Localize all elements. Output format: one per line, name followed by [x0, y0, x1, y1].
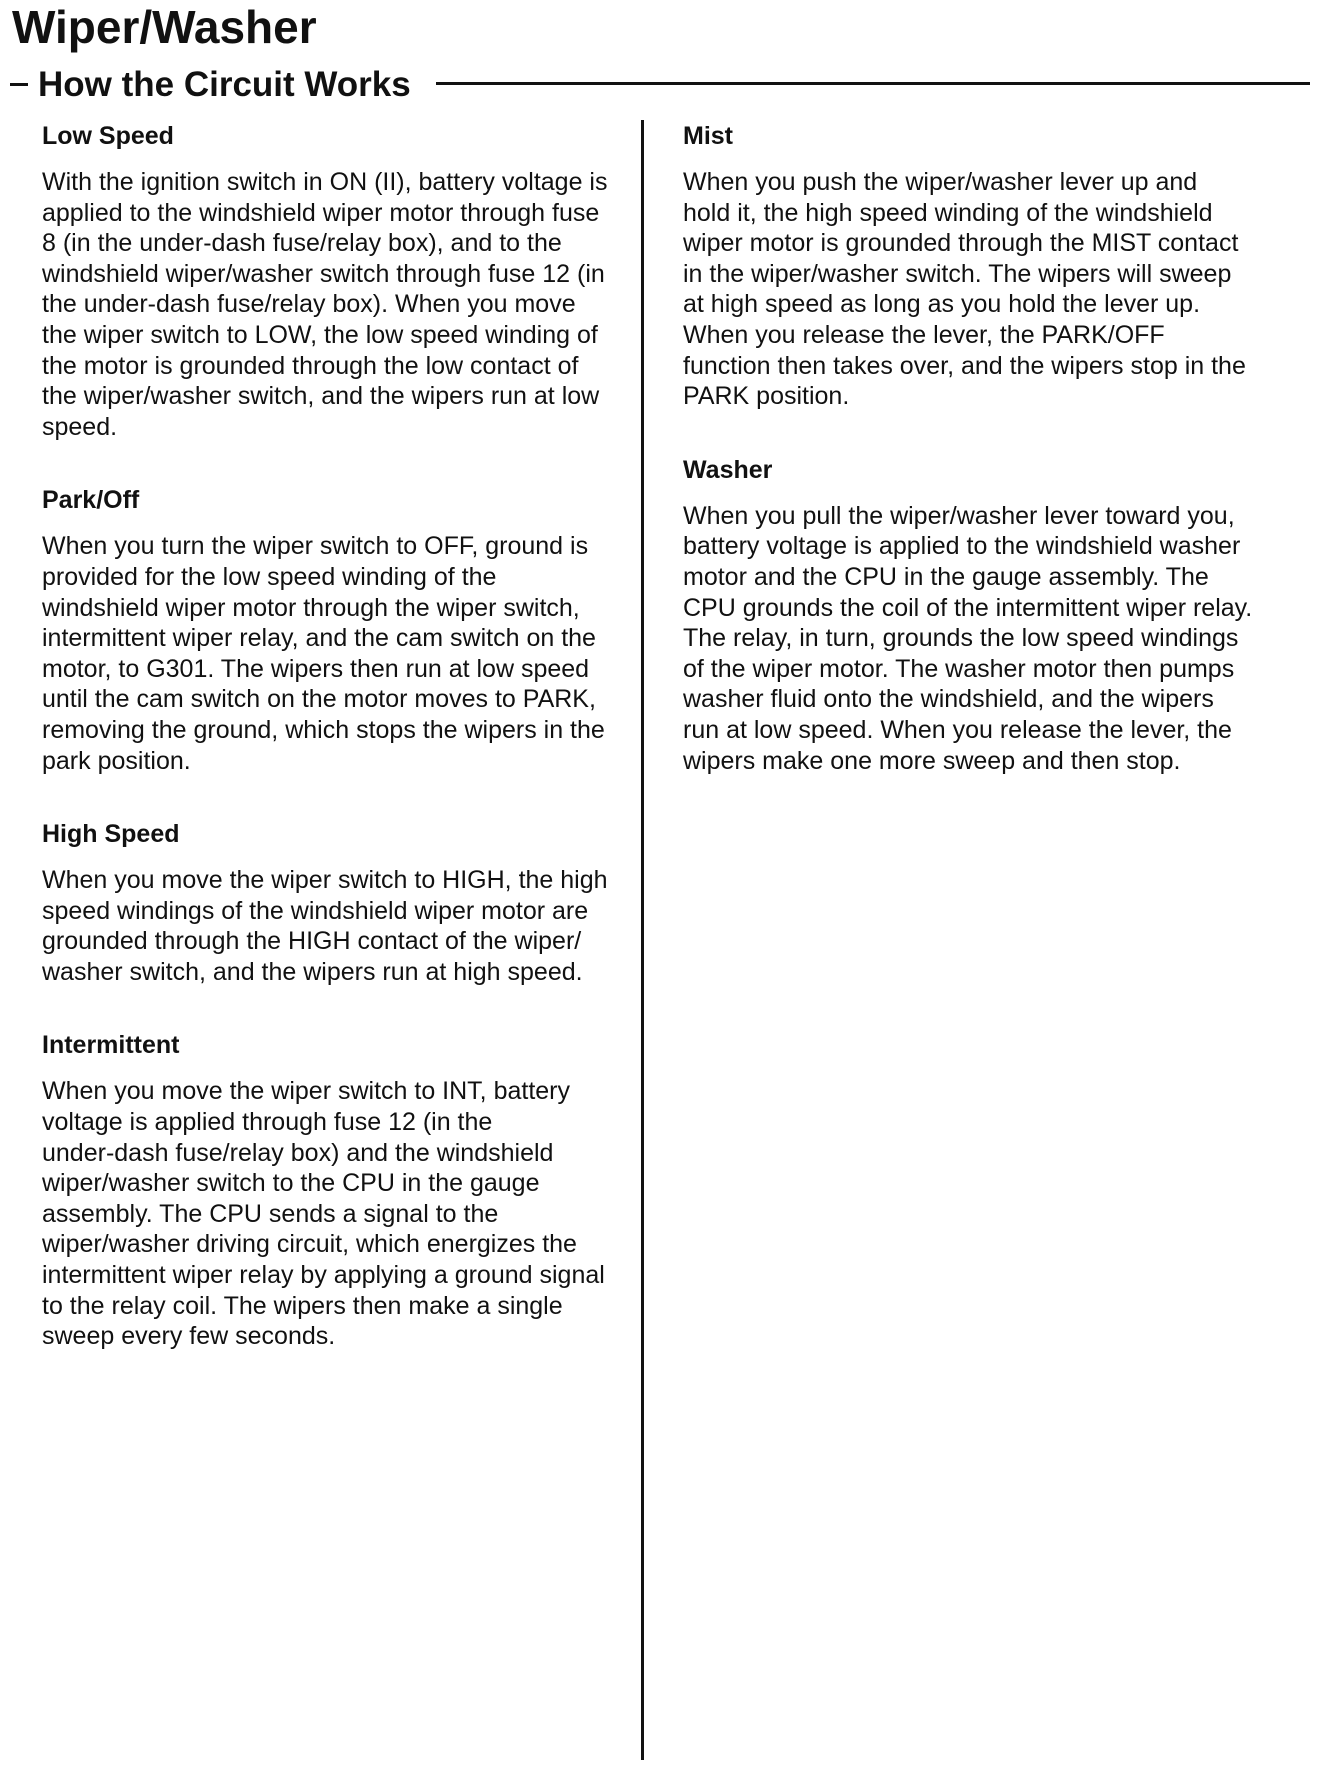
low-speed-text: With the ignition switch in ON (II), battery voltage is applied to the windshield wiper motor through fuse 8 (in the under-dash fuse/relay box), and to the windshield wiper/washer switch through fuse 12 (in the under-dash fuse/relay box). When you move the wiper switch to LOW, the low speed winding of the motor is grounded through the low contact of the wiper/washer switch, and the wipers run at low speed.: [42, 168, 608, 441]
mist-heading: Mist: [683, 122, 733, 150]
high-speed-heading: High Speed: [42, 820, 180, 849]
intermittent-heading: Intermittent: [42, 1031, 180, 1060]
section-title: How the Circuit Works: [38, 65, 411, 104]
park-off-text: When you turn the wiper switch to OFF, ground is provided for the low speed winding of the windshield wiper motor through the wiper switch, intermittent wiper relay, and the cam switch on the motor, to G301. The wipers then run at low speed until the cam switch on the motor moves to PARK, removing the ground, which stops the wipers in the park position.: [42, 532, 605, 775]
washer-text: When you pull the wiper/washer lever toward you, battery voltage is applied to the windshield washer motor and the CPU in the gauge assembly. The CPU grounds the coil of the intermittent wiper relay. The relay, in turn, grounds the low speed windings of the wiper motor. The washer motor then pumps washer fluid onto the windshield, and the wipers run at low speed. When you release the lever, the wipers make one more sweep and then stop.: [683, 501, 1253, 775]
section-dash-rule: [10, 83, 28, 86]
section-header: [10, 62, 1310, 108]
mist-text: When you push the wiper/washer lever up and hold it, the high speed winding of the windshield wiper motor is grounded through the MIST contact in the wiper/washer switch. The wipers will sweep at high speed as long as you hold the lever up. When you release the lever, the PARK/OFF function then takes over, and the wipers stop in the PARK position.: [683, 168, 1246, 411]
column-divider: [641, 120, 644, 1760]
high-speed-text: When you move the wiper switch to HIGH, the high speed windings of the windshield wiper motor are grounded through the HIGH contact of the wiper/ washer switch, and the wipers run at high speed.: [42, 866, 608, 986]
intermittent-text: When you move the wiper switch to INT, battery voltage is applied through fuse 12 (in the under-dash fuse/relay box) and the windshield wiper/washer switch to the CPU in the gauge assembly. The CPU sends a signal to the wiper/washer driving circuit, which energizes the intermittent wiper relay by applying a ground signal to the relay coil. The wipers then make a single sweep every few seconds.: [42, 1077, 605, 1351]
right-column: [683, 118, 1273, 816]
low-speed-heading: Low Speed: [42, 122, 174, 150]
washer-heading: Washer: [683, 455, 773, 484]
low-speed-block: [42, 118, 632, 442]
washer-block: [683, 452, 1273, 776]
left-column: [42, 118, 632, 1392]
high-speed-block: [42, 816, 632, 987]
page-title: Wiper/Washer: [12, 1, 317, 53]
intermittent-block: [42, 1027, 632, 1351]
park-off-block: [42, 482, 632, 776]
mist-block: [683, 118, 1273, 412]
section-header-rule: [436, 82, 1310, 85]
park-off-heading: Park/Off: [42, 486, 140, 515]
